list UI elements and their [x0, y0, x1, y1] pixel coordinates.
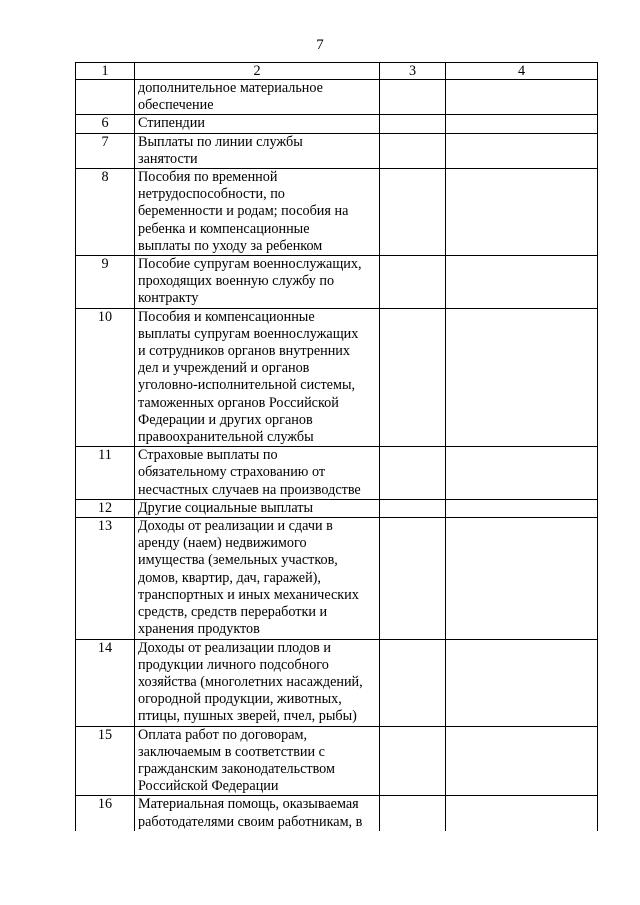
row-description: [135, 639, 380, 726]
description-line: хранения продуктов: [138, 621, 260, 638]
column-3-cell: [380, 726, 446, 796]
description-line: ребенка и компенсационные: [138, 220, 310, 237]
column-3-cell: [380, 518, 446, 639]
column-header: 1: [76, 63, 135, 80]
description-line: контракту: [138, 290, 199, 307]
row-description: [135, 115, 380, 133]
table-row: [76, 80, 598, 115]
column-3-cell: [380, 80, 446, 115]
column-3-cell: [380, 796, 446, 831]
column-4-cell: [446, 499, 598, 517]
description-line: Другие социальные выплаты: [138, 499, 314, 516]
description-line: Федерации и других органов: [138, 411, 313, 428]
column-3-cell: [380, 169, 446, 256]
description-line: гражданским законодательством: [138, 760, 335, 777]
page-number: 7: [316, 37, 324, 53]
column-4-cell: [446, 796, 598, 831]
column-4-cell: [446, 169, 598, 256]
description-line: выплаты по уходу за ребенком: [138, 237, 323, 254]
description-line: обеспечение: [138, 97, 214, 114]
row-number: 7: [76, 133, 135, 168]
row-description: [135, 518, 380, 639]
row-number: 12: [76, 499, 135, 517]
column-3-cell: [380, 308, 446, 447]
row-description: [135, 447, 380, 500]
table-row: [76, 726, 598, 796]
column-4-cell: [446, 726, 598, 796]
column-4-cell: [446, 80, 598, 115]
description-line: продукции личного подсобного: [138, 656, 329, 673]
row-number: 6: [76, 115, 135, 133]
table-row: [76, 518, 598, 639]
column-4-cell: [446, 447, 598, 500]
row-description: [135, 133, 380, 168]
description-line: Страховые выплаты по: [138, 447, 278, 464]
table-header-row: [76, 63, 598, 80]
description-line: дел и учреждений и органов: [138, 360, 310, 377]
row-description: [135, 256, 380, 309]
description-line: имущества (земельных участков,: [138, 552, 338, 569]
table-row: [76, 639, 598, 726]
table-row: [76, 796, 598, 831]
row-number: 15: [76, 726, 135, 796]
description-line: птицы, пушных зверей, пчел, рыбы): [138, 708, 357, 725]
column-header: 2: [135, 63, 380, 80]
table-row: [76, 115, 598, 133]
column-3-cell: [380, 447, 446, 500]
row-description: [135, 80, 380, 115]
column-header: 3: [380, 63, 446, 80]
row-number: 9: [76, 256, 135, 309]
description-line: Доходы от реализации и сдачи в: [138, 518, 333, 535]
description-line: огородной продукции, животных,: [138, 691, 342, 708]
description-line: Доходы от реализации плодов и: [138, 639, 331, 656]
description-line: Российской Федерации: [138, 778, 279, 795]
description-line: средств, средств переработки и: [138, 604, 328, 621]
description-line: Стипендии: [138, 115, 205, 132]
column-3-cell: [380, 639, 446, 726]
description-line: Материальная помощь, оказываемая: [138, 796, 359, 813]
description-line: Пособие супругам военнослужащих,: [138, 256, 362, 273]
description-line: Пособия по временной: [138, 169, 278, 186]
description-line: выплаты супругам военнослужащих: [138, 325, 359, 342]
table-row: [76, 133, 598, 168]
description-line: Пособия и компенсационные: [138, 308, 315, 325]
row-description: [135, 726, 380, 796]
row-description: [135, 796, 380, 831]
description-line: Выплаты по линии службы: [138, 133, 303, 150]
column-4-cell: [446, 518, 598, 639]
row-number: 10: [76, 308, 135, 447]
table-row: [76, 499, 598, 517]
column-3-cell: [380, 133, 446, 168]
description-line: дополнительное материальное: [138, 80, 323, 96]
row-description: [135, 169, 380, 256]
description-line: и сотрудников органов внутренних: [138, 343, 350, 360]
column-4-cell: [446, 308, 598, 447]
column-3-cell: [380, 256, 446, 309]
row-number: 8: [76, 169, 135, 256]
row-number: [76, 80, 135, 115]
table-row: [76, 447, 598, 500]
income-table: [75, 62, 598, 831]
description-line: занятости: [138, 150, 198, 167]
table-row: [76, 256, 598, 309]
description-line: работодателями своим работникам, в: [138, 813, 363, 830]
description-line: правоохранительной службы: [138, 429, 314, 446]
table-row: [76, 308, 598, 447]
description-line: транспортных и иных механических: [138, 586, 359, 603]
description-line: уголовно-исполнительной системы,: [138, 377, 356, 394]
column-3-cell: [380, 115, 446, 133]
column-4-cell: [446, 256, 598, 309]
description-line: заключаемым в соответствии с: [138, 743, 325, 760]
description-line: обязательному страхованию от: [138, 464, 326, 481]
row-number: 13: [76, 518, 135, 639]
row-number: 16: [76, 796, 135, 831]
column-header: 4: [446, 63, 598, 80]
description-line: Оплата работ по договорам,: [138, 726, 308, 743]
column-4-cell: [446, 133, 598, 168]
row-number: 14: [76, 639, 135, 726]
table-row: [76, 169, 598, 256]
description-line: несчастных случаев на производстве: [138, 481, 361, 498]
column-3-cell: [380, 499, 446, 517]
row-description: [135, 499, 380, 517]
description-line: проходящих военную службу по: [138, 273, 335, 290]
row-description: [135, 308, 380, 447]
description-line: домов, квартир, дач, гаражей),: [138, 569, 321, 586]
description-line: нетрудоспособности, по: [138, 186, 285, 203]
description-line: аренду (наем) недвижимого: [138, 535, 307, 552]
column-4-cell: [446, 639, 598, 726]
description-line: таможенных органов Российской: [138, 394, 339, 411]
column-4-cell: [446, 115, 598, 133]
description-line: беременности и родам; пособия на: [138, 203, 349, 220]
description-line: хозяйства (многолетних насаждений,: [138, 673, 363, 690]
row-number: 11: [76, 447, 135, 500]
